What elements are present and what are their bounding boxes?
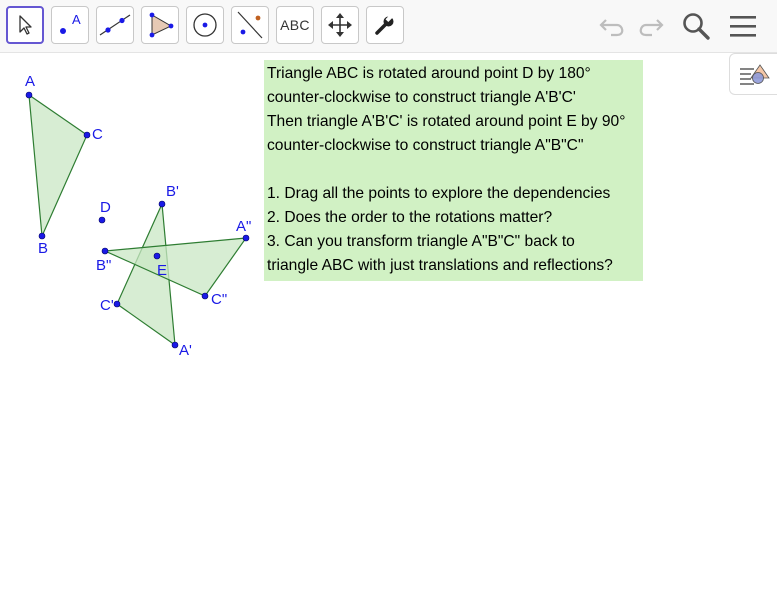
point-C[interactable] xyxy=(84,132,90,138)
point-label-D: D xyxy=(100,199,111,216)
point-label-C: C xyxy=(92,126,103,143)
move-tool[interactable] xyxy=(6,6,44,44)
reflect-about-line-icon xyxy=(234,10,266,40)
point-label-C1: C' xyxy=(100,297,114,314)
point-label-B: B xyxy=(38,240,49,257)
polygon-icon xyxy=(145,11,175,39)
circle-tool[interactable] xyxy=(186,6,224,44)
toolbar xyxy=(0,0,777,53)
point-label-A2: A" xyxy=(236,218,252,235)
point-C1[interactable] xyxy=(114,301,120,307)
point-icon xyxy=(55,12,85,38)
info-line: 1. Drag all the points to explore the dependencies xyxy=(267,185,611,202)
tools-tool[interactable] xyxy=(366,6,404,44)
menu-button[interactable] xyxy=(725,8,761,44)
circle-with-center-icon xyxy=(190,10,220,40)
cursor-arrow-icon xyxy=(13,13,37,37)
wrench-icon xyxy=(373,13,397,37)
point-icon-glyph: A xyxy=(72,12,81,27)
point-label-B2: B" xyxy=(96,257,112,274)
point-E[interactable] xyxy=(154,253,160,259)
move-graphics-view-icon xyxy=(327,12,353,38)
point-D[interactable] xyxy=(99,217,105,223)
point-B1[interactable] xyxy=(159,201,165,207)
line-tool[interactable] xyxy=(96,6,134,44)
info-line: triangle ABC with just translations and reflections? xyxy=(267,257,613,274)
menu-icon xyxy=(729,14,757,38)
polygon-tool[interactable] xyxy=(141,6,179,44)
info-line: counter-clockwise to construct triangle A"B"C" xyxy=(267,137,584,154)
info-line: 2. Does the order to the rotations matter? xyxy=(267,209,553,226)
point-C2[interactable] xyxy=(202,293,208,299)
info-line: Triangle ABC is rotated around point D by 180° xyxy=(267,65,591,82)
instructions-text-box[interactable] xyxy=(264,60,643,281)
info-line: 3. Can you transform triangle A"B"C" back to xyxy=(267,233,575,250)
point-label-C2: C" xyxy=(211,291,228,308)
point-label-A: A xyxy=(25,73,36,90)
point-label-B1: B' xyxy=(166,183,179,200)
move-graphics-tool[interactable] xyxy=(321,6,359,44)
line-through-points-icon xyxy=(98,12,132,38)
search-icon xyxy=(681,11,711,41)
undo-button[interactable] xyxy=(595,8,631,44)
point-tool[interactable] xyxy=(51,6,89,44)
undo-icon xyxy=(597,14,629,38)
text-tool-label: ABC xyxy=(280,17,310,33)
point-label-A1: A' xyxy=(179,342,192,359)
point-label-E: E xyxy=(157,262,168,279)
text-tool[interactable] xyxy=(276,6,314,44)
redo-icon xyxy=(634,14,666,38)
point-A1[interactable] xyxy=(172,342,178,348)
point-A[interactable] xyxy=(26,92,32,98)
info-line: counter-clockwise to construct triangle A'B'C' xyxy=(267,89,576,106)
redo-button[interactable] xyxy=(632,8,668,44)
triangle-ABC[interactable] xyxy=(29,95,87,236)
reflect-tool[interactable] xyxy=(231,6,269,44)
point-B[interactable] xyxy=(39,233,45,239)
point-A2[interactable] xyxy=(243,235,249,241)
info-line: Then triangle A'B'C' is rotated around point E by 90° xyxy=(267,113,626,130)
info-line-blank xyxy=(267,158,640,182)
search-button[interactable] xyxy=(678,8,714,44)
point-B2[interactable] xyxy=(102,248,108,254)
